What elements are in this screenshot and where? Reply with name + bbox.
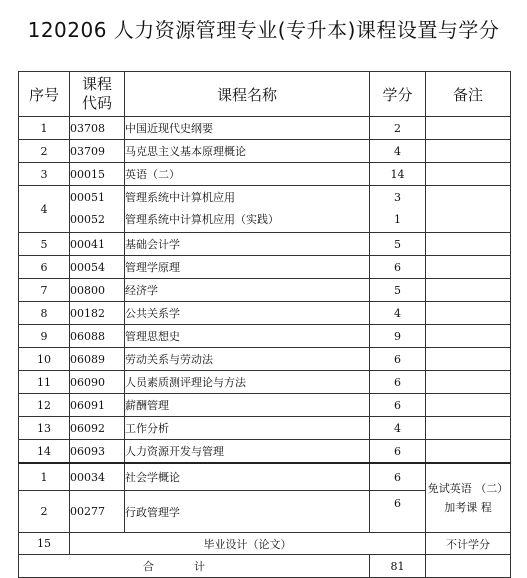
thesis-row xyxy=(19,533,511,555)
row-note xyxy=(426,325,511,348)
row-course-name: 基础会计学 xyxy=(125,233,370,256)
header-no: 序号 xyxy=(19,72,70,117)
row-course-name: 管理思想史 xyxy=(125,325,370,348)
header-code xyxy=(70,72,125,117)
row-course-name: 管理系统中计算机应用 xyxy=(125,191,235,204)
total-label-text: 合计 xyxy=(143,560,245,573)
table-row xyxy=(19,256,511,279)
row-code: 00054 xyxy=(70,256,125,279)
row-credit: 5 xyxy=(370,279,426,302)
row-note xyxy=(426,117,511,140)
row-no: 8 xyxy=(19,302,70,325)
row-credit: 2 xyxy=(370,117,426,140)
row-course-name-pair xyxy=(125,186,370,233)
header-note: 备注 xyxy=(426,72,511,117)
table-row xyxy=(19,302,511,325)
row-note xyxy=(426,394,511,417)
row-note xyxy=(426,302,511,325)
row-no: 11 xyxy=(19,371,70,394)
row-no: 4 xyxy=(19,186,70,233)
row-no: 7 xyxy=(19,279,70,302)
exempt-note-line: 免试英语 xyxy=(427,482,472,495)
row-credit: 6 xyxy=(370,348,426,371)
total-label xyxy=(19,555,370,578)
table-row xyxy=(19,117,511,140)
row-course-name: 劳动关系与劳动法 xyxy=(125,348,370,371)
row-course-name: 人员素质测评理论与方法 xyxy=(125,371,370,394)
row-code: 03708 xyxy=(70,117,125,140)
row-note xyxy=(426,186,511,233)
row-code: 00277 xyxy=(70,491,125,533)
row-course-name: 薪酬管理 xyxy=(125,394,370,417)
row-code: 06093 xyxy=(70,440,125,464)
row-no: 6 xyxy=(19,256,70,279)
row-credit: 3 xyxy=(394,191,401,204)
row-credit: 6 xyxy=(370,440,426,464)
row-credit: 14 xyxy=(370,163,426,186)
page-title: 120206 人力资源管理专业(专升本)课程设置与学分 xyxy=(27,18,500,42)
row-credit: 6 xyxy=(370,371,426,394)
row-no: 14 xyxy=(19,440,70,464)
row-code: 03709 xyxy=(70,140,125,163)
row-no: 3 xyxy=(19,163,70,186)
table-row xyxy=(19,417,511,440)
row-code: 00034 xyxy=(70,463,125,491)
thesis-name: 毕业设计（论文） xyxy=(70,533,426,555)
row-course-name: 管理系统中计算机应用（实践） xyxy=(125,213,279,226)
row-code: 00051 xyxy=(70,191,105,204)
row-credit: 6 xyxy=(370,463,426,491)
row-course-name: 经济学 xyxy=(125,279,370,302)
row-credit: 4 xyxy=(370,302,426,325)
row-code-pair xyxy=(70,186,125,233)
row-course-name: 人力资源开发与管理 xyxy=(125,440,370,464)
row-course-name: 英语（二） xyxy=(125,163,370,186)
row-no: 5 xyxy=(19,233,70,256)
row-course-name: 工作分析 xyxy=(125,417,370,440)
row-note xyxy=(426,279,511,302)
row-no: 10 xyxy=(19,348,70,371)
row-code: 00182 xyxy=(70,302,125,325)
table-row-paired xyxy=(19,186,511,233)
row-course-name: 行政管理学 xyxy=(125,491,370,533)
header-code-line2: 代码 xyxy=(81,94,112,112)
row-no: 12 xyxy=(19,394,70,417)
table-row xyxy=(19,371,511,394)
row-code: 06088 xyxy=(70,325,125,348)
table-row xyxy=(19,140,511,163)
table-row xyxy=(19,325,511,348)
row-no: 1 xyxy=(19,117,70,140)
total-note xyxy=(426,555,511,578)
total-credit: 81 xyxy=(370,555,426,578)
row-course-name: 公共关系学 xyxy=(125,302,370,325)
row-note xyxy=(426,440,511,464)
row-no: 2 xyxy=(19,491,70,533)
row-note xyxy=(426,233,511,256)
row-no: 9 xyxy=(19,325,70,348)
row-course-name: 管理学原理 xyxy=(125,256,370,279)
row-credit: 5 xyxy=(370,233,426,256)
table-row xyxy=(19,279,511,302)
header-name: 课程名称 xyxy=(125,72,370,117)
row-credit: 4 xyxy=(370,417,426,440)
row-course-name: 中国近现代史纲要 xyxy=(125,117,370,140)
row-code: 06091 xyxy=(70,394,125,417)
table-row xyxy=(19,440,511,464)
row-code: 06089 xyxy=(70,348,125,371)
row-code: 00041 xyxy=(70,233,125,256)
row-no: 15 xyxy=(19,533,70,555)
thesis-note: 不计学分 xyxy=(426,533,511,555)
row-code: 00800 xyxy=(70,279,125,302)
exempt-note xyxy=(426,463,511,533)
header-row xyxy=(19,72,511,117)
table-row xyxy=(19,348,511,371)
row-note xyxy=(426,163,511,186)
row-note xyxy=(426,348,511,371)
header-code-line1: 课程 xyxy=(81,75,112,93)
exempt-note-line: 程 xyxy=(480,501,492,514)
row-credit: 4 xyxy=(370,140,426,163)
row-code: 00052 xyxy=(70,213,105,226)
row-note xyxy=(426,371,511,394)
row-no: 13 xyxy=(19,417,70,440)
row-no: 1 xyxy=(19,463,70,491)
total-row xyxy=(19,555,511,578)
row-credit-pair xyxy=(370,186,426,233)
exempt-note-line: （二）加考课 xyxy=(444,482,509,514)
table-row xyxy=(19,163,511,186)
row-credit: 9 xyxy=(370,325,426,348)
header-credit: 学分 xyxy=(370,72,426,117)
course-table xyxy=(18,71,511,578)
table-row xyxy=(19,394,511,417)
row-no: 2 xyxy=(19,140,70,163)
table-row xyxy=(19,233,511,256)
row-credit: 1 xyxy=(394,213,401,226)
row-course-name: 社会学概论 xyxy=(125,463,370,491)
row-credit: 6 xyxy=(370,394,426,417)
row-note xyxy=(426,417,511,440)
row-course-name: 马克思主义基本原理概论 xyxy=(125,140,370,163)
row-credit: 6 xyxy=(370,491,426,533)
exempt-row xyxy=(19,463,511,491)
row-code: 06092 xyxy=(70,417,125,440)
row-code: 06090 xyxy=(70,371,125,394)
row-code: 00015 xyxy=(70,163,125,186)
row-credit: 6 xyxy=(370,256,426,279)
row-note xyxy=(426,140,511,163)
row-note xyxy=(426,256,511,279)
